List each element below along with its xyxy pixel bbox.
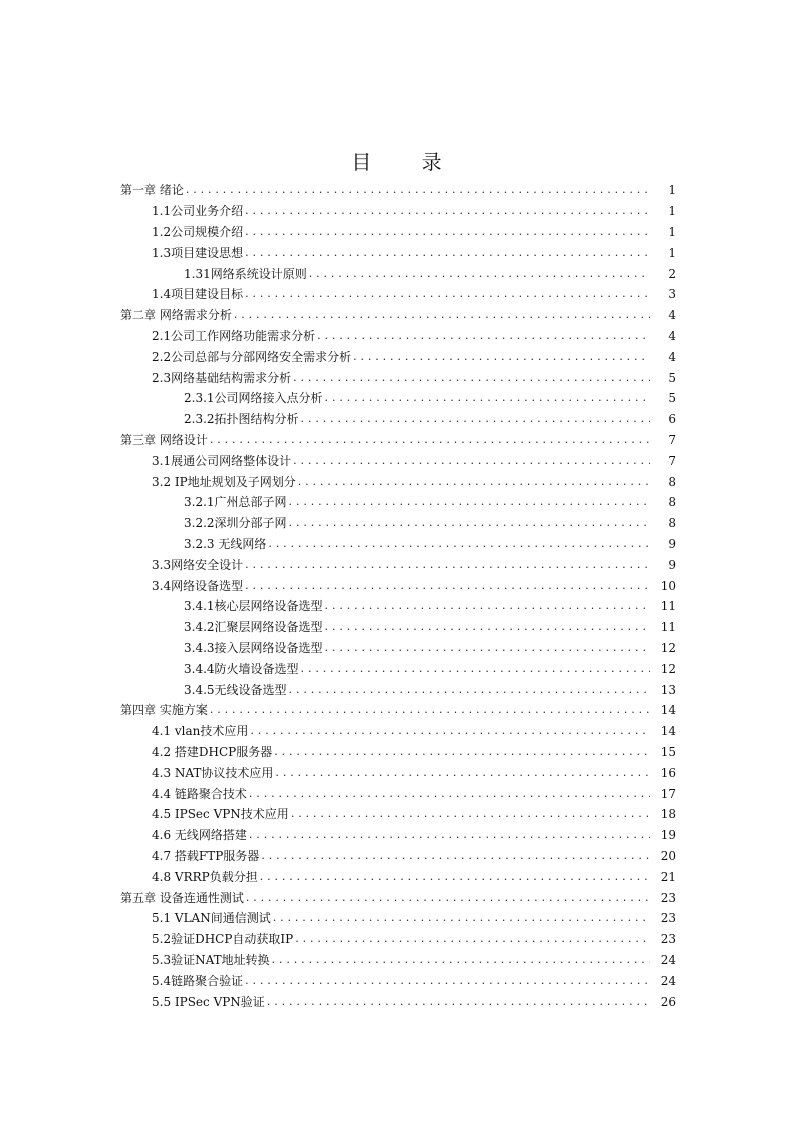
toc-entry[interactable] xyxy=(152,846,676,867)
toc-entry[interactable] xyxy=(184,513,676,534)
page-title: 目 录 xyxy=(351,150,464,174)
toc-entry-label: 1.1公司业务介绍 xyxy=(152,204,244,219)
toc-entry-label: 4.3 NAT协议技术应用 xyxy=(152,765,274,780)
toc-entry-page-number: 4 xyxy=(668,308,676,323)
toc-leader-dots xyxy=(249,827,650,843)
toc-entry-page-number: 1 xyxy=(668,224,676,239)
toc-entry-page-number: 23 xyxy=(660,932,676,947)
toc-leader-dots xyxy=(210,432,650,448)
toc-leader-dots xyxy=(261,848,650,864)
toc-leader-dots xyxy=(245,224,650,240)
toc-leader-dots xyxy=(325,390,650,406)
toc-entry[interactable] xyxy=(120,430,676,451)
toc-leader-dots xyxy=(267,994,650,1010)
toc-entry[interactable] xyxy=(184,617,676,638)
toc-entry-label: 4.5 IPSec VPN技术应用 xyxy=(152,807,289,822)
toc-entry-label: 4.7 搭载FTP服务器 xyxy=(152,848,260,863)
toc-entry-label: 2.2公司总部与分部网络安全需求分析 xyxy=(152,349,352,364)
toc-leader-dots xyxy=(210,702,650,718)
toc-entry-page-number: 3 xyxy=(668,287,676,302)
toc-entry-page-number: 23 xyxy=(660,890,676,905)
toc-leader-dots xyxy=(274,744,650,760)
toc-entry-label: 3.2 IP地址规划及子网划分 xyxy=(152,474,296,489)
toc-entry[interactable] xyxy=(152,554,676,575)
toc-entry[interactable] xyxy=(184,492,676,513)
toc-entry[interactable] xyxy=(152,970,676,991)
toc-leader-dots xyxy=(245,245,650,261)
toc-leader-dots xyxy=(353,349,650,365)
toc-entry-label: 3.4网络设备选型 xyxy=(152,578,244,593)
toc-leader-dots xyxy=(250,723,650,739)
toc-entry[interactable] xyxy=(184,638,676,659)
toc-entry[interactable] xyxy=(152,450,676,471)
toc-leader-dots xyxy=(275,765,650,781)
toc-entry[interactable] xyxy=(152,346,676,367)
toc-entry-label: 3.2.2深圳分部子网 xyxy=(184,516,287,531)
toc-entry[interactable] xyxy=(152,471,676,492)
toc-entry-page-number: 5 xyxy=(668,370,676,385)
toc-leader-dots xyxy=(291,806,650,822)
toc-leader-dots xyxy=(186,182,650,198)
toc-entry[interactable] xyxy=(152,326,676,347)
toc-entry[interactable] xyxy=(152,866,676,887)
toc-leader-dots xyxy=(317,328,650,344)
toc-entry-label: 5.3验证NAT地址转换 xyxy=(152,952,270,967)
toc-entry-page-number: 8 xyxy=(668,516,676,531)
toc-entry-label: 4.1 vlan技术应用 xyxy=(152,724,249,739)
toc-entry[interactable] xyxy=(184,409,676,430)
toc-entry-label: 第五章 设备连通性测试 xyxy=(120,890,244,905)
toc-entry-page-number: 4 xyxy=(668,349,676,364)
toc-entry[interactable] xyxy=(120,180,676,201)
toc-leader-dots xyxy=(289,682,650,698)
toc-entry[interactable] xyxy=(120,887,676,908)
toc-entry-label: 4.6 无线网络搭建 xyxy=(152,828,247,843)
toc-entry[interactable] xyxy=(184,596,676,617)
toc-leader-dots xyxy=(246,890,650,906)
toc-entry-page-number: 11 xyxy=(660,599,676,614)
toc-entry-page-number: 18 xyxy=(660,807,676,822)
toc-leader-dots xyxy=(234,307,650,323)
toc-entry-label: 第二章 网络需求分析 xyxy=(120,308,232,323)
toc-entry[interactable] xyxy=(152,950,676,971)
toc-entry-label: 第一章 绪论 xyxy=(120,183,184,198)
toc-entry-label: 1.3项目建设思想 xyxy=(152,245,244,260)
toc-entry-label: 2.1公司工作网络功能需求分析 xyxy=(152,328,316,343)
toc-leader-dots xyxy=(325,598,650,614)
toc-entry-page-number: 1 xyxy=(668,183,676,198)
toc-entry[interactable] xyxy=(184,534,676,555)
toc-entry-page-number: 1 xyxy=(668,245,676,260)
toc-entry-page-number: 13 xyxy=(660,682,676,697)
toc-entry[interactable] xyxy=(152,575,676,596)
toc-leader-dots xyxy=(249,786,650,802)
toc-entry[interactable] xyxy=(152,783,676,804)
toc-entry-page-number: 26 xyxy=(660,994,676,1009)
toc-leader-dots xyxy=(295,931,650,947)
toc-leader-dots xyxy=(245,203,650,219)
toc-entry-page-number: 12 xyxy=(660,640,676,655)
toc-leader-dots xyxy=(325,640,650,656)
toc-entry-label: 3.4.4防火墙设备选型 xyxy=(184,661,299,676)
toc-entry-label: 4.8 VRRP负载分担 xyxy=(152,869,258,884)
toc-leader-dots xyxy=(301,661,650,677)
toc-entry-page-number: 10 xyxy=(660,578,676,593)
toc-entry-label: 4.4 链路聚合技术 xyxy=(152,786,247,801)
toc-leader-dots xyxy=(293,453,650,469)
toc-entry[interactable] xyxy=(152,222,676,243)
toc-entry-label: 2.3.2拓扑图结构分析 xyxy=(184,412,299,427)
toc-entry-label: 1.4项目建设目标 xyxy=(152,287,244,302)
toc-entry[interactable] xyxy=(152,242,676,263)
toc-entry[interactable] xyxy=(152,201,676,222)
toc-entry-page-number: 1 xyxy=(668,204,676,219)
toc-leader-dots xyxy=(293,370,650,386)
toc-entry-label: 3.4.2汇聚层网络设备选型 xyxy=(184,620,323,635)
toc-entry-page-number: 16 xyxy=(660,765,676,780)
toc-leader-dots xyxy=(268,536,650,552)
toc-entry-page-number: 7 xyxy=(668,453,676,468)
toc-entry-label: 2.3网络基础结构需求分析 xyxy=(152,370,292,385)
toc-entry-page-number: 4 xyxy=(668,328,676,343)
toc-leader-dots xyxy=(245,557,650,573)
toc-entry-page-number: 15 xyxy=(660,744,676,759)
toc-entry-label: 1.31网络系统设计原则 xyxy=(184,266,307,281)
toc-entry-page-number: 20 xyxy=(660,848,676,863)
toc-leader-dots xyxy=(260,869,650,885)
toc-entry-page-number: 17 xyxy=(660,786,676,801)
toc-leader-dots xyxy=(289,494,650,510)
toc-entry-label: 3.2.1广州总部子网 xyxy=(184,495,287,510)
toc-entry-page-number: 23 xyxy=(660,911,676,926)
toc-leader-dots xyxy=(289,515,650,531)
toc-entry-label: 第三章 网络设计 xyxy=(120,432,208,447)
toc-leader-dots xyxy=(245,973,650,989)
toc-leader-dots xyxy=(272,952,650,968)
toc-entry-page-number: 14 xyxy=(660,724,676,739)
toc-entry-page-number: 14 xyxy=(660,703,676,718)
toc-entry-label: 3.4.3接入层网络设备选型 xyxy=(184,640,323,655)
toc-entry[interactable] xyxy=(152,929,676,950)
toc-entry-page-number: 6 xyxy=(668,412,676,427)
toc-entry[interactable] xyxy=(120,305,676,326)
toc-entry-page-number: 5 xyxy=(668,391,676,406)
toc-entry-label: 3.1展通公司网络整体设计 xyxy=(152,453,292,468)
toc-entry-page-number: 21 xyxy=(660,869,676,884)
toc-entry-label: 4.2 搭建DHCP服务器 xyxy=(152,744,273,759)
toc-entry-label: 3.3网络安全设计 xyxy=(152,557,244,572)
toc-entry[interactable] xyxy=(152,721,676,742)
toc-entry-page-number: 24 xyxy=(660,952,676,967)
toc-entry-label: 2.3.1公司网络接入点分析 xyxy=(184,391,323,406)
toc-entry-page-number: 8 xyxy=(668,495,676,510)
toc-entry-page-number: 12 xyxy=(660,661,676,676)
toc-entry[interactable] xyxy=(184,388,676,409)
toc-leader-dots xyxy=(325,619,650,635)
toc-entry[interactable] xyxy=(120,700,676,721)
toc-leader-dots xyxy=(245,286,650,302)
toc-entry-label: 3.4.5无线设备选型 xyxy=(184,682,287,697)
toc-entry-page-number: 8 xyxy=(668,474,676,489)
toc-entry-label: 5.4链路聚合验证 xyxy=(152,973,244,988)
toc-entry-label: 3.4.1核心层网络设备选型 xyxy=(184,599,323,614)
toc-leader-dots xyxy=(301,411,650,427)
toc-entry[interactable] xyxy=(152,762,676,783)
toc-entry-page-number: 24 xyxy=(660,973,676,988)
toc-leader-dots xyxy=(309,266,650,282)
toc-entry[interactable] xyxy=(152,284,676,305)
toc-entry-page-number: 11 xyxy=(660,620,676,635)
toc-entry[interactable] xyxy=(184,679,676,700)
toc-entry-label: 5.5 IPSec VPN验证 xyxy=(152,994,265,1009)
toc-entry[interactable] xyxy=(152,804,676,825)
toc-entry[interactable] xyxy=(184,658,676,679)
toc-entry-page-number: 2 xyxy=(668,266,676,281)
toc-entry-page-number: 9 xyxy=(668,536,676,551)
toc-entry[interactable] xyxy=(152,742,676,763)
toc-entry-label: 1.2公司规模介绍 xyxy=(152,224,244,239)
toc-entry-page-number: 7 xyxy=(668,432,676,447)
toc-entry[interactable] xyxy=(152,825,676,846)
toc-entry-label: 5.1 VLAN间通信测试 xyxy=(152,911,271,926)
toc-leader-dots xyxy=(245,578,650,594)
toc-entry[interactable] xyxy=(152,367,676,388)
toc-entry-page-number: 9 xyxy=(668,557,676,572)
toc-entry-label: 5.2验证DHCP自动获取IP xyxy=(152,932,294,947)
toc-leader-dots xyxy=(273,910,650,926)
toc-entry-page-number: 19 xyxy=(660,828,676,843)
toc-entry[interactable] xyxy=(184,263,676,284)
toc-leader-dots xyxy=(298,474,650,490)
toc-entry-label: 3.2.3 无线网络 xyxy=(184,536,267,551)
toc-entry[interactable] xyxy=(152,908,676,929)
toc-entry[interactable] xyxy=(152,991,676,1012)
toc-entry-label: 第四章 实施方案 xyxy=(120,703,208,718)
